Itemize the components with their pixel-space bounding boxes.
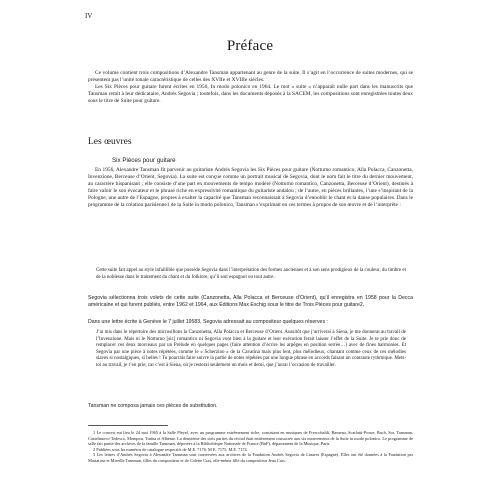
footnote-2: 2 Publiées sous les numéros de catalogue respectifs de M.E. 7176, M.E. 7175, M.E. 7174. [93, 446, 248, 452]
footnote-3: 3 Les lettres d’Andrés Segovia à Alexandre Tansman sont conservées aux archives de la Fondation Andrés Segovia de Linares (Espagne). Elles ont été données à la Fondation par Mariarose et Mireille Tansman, filles du compositeur et de Colette Cras, elle-même fille du compositeur Jean Cras. [88, 452, 413, 463]
intro-section [88, 70, 413, 105]
segovia-selection-text: Segovia sélectionna trois volets de cette suite (Canzonetta, Alla Polacca et Berceuse d’Orient), qu’il enregistra en 1958 pour la Decca américaine et qui furent publiés, entre 1962 et 1964, aux Éditions Max Eschig sous le titre de Trois Pièces pour guitare2. [88, 295, 413, 308]
intro-paragraph-2: Les Six Pièces pour guitare furent écrites en 1956, In modo polonico en 1964. Le mot « suite » n’apparaît nulle part dans les manuscrits que Tansman remit à leur dédicataire, Andrés Segovia ; toutefois, dans les documents déposés à la SACEM, les compositions sont enregistrées toutes deux sous le titre de Suite pour guitare. [88, 84, 413, 105]
closing-paragraph [88, 403, 413, 410]
letter-intro-paragraph [88, 319, 413, 326]
page-number: IV [85, 12, 93, 20]
quote-tansman-text: Cette suite fait appel au style infaillible que possède Segovia dans l’interprétation des formes anciennes et à son sens prodigieux de la couleur, du timbre et de la noblesse dans le traitement du chant et du folklore, qu’il soit espagnol ou tout autre. [96, 268, 406, 280]
oeuvres-paragraph-1: En 1956, Alexandre Tansman fit parvenir au guitariste Andrés Segovia les Six Pièces pour guitare (Notturno romantico, Alla Polacca, Canzonetta, Invenzione, Berceuse d’Orient, Segovia). La suite est conçue comme un portrait musical de Segovia, dont le nom fait le titre du dernier mouvement, au caractère hispanisant ; elle consiste d’une part en mouvements de tempo modéré (Notturno romantico, Canzonetta, Berceuse d’Orient), destinés à faire valoir le son évocateur et le phrasé riche en expressivité romantique du guitariste andalou ; de l’autre, en pièces brillantes, l’une s’inspirant de la Pologne, une autre de l’Espagne, propres à exalter la capacité que Tansman reconnaissait à Segovia d’ennoblir le chant et la danse populaires. Dans le programme de la création parisienne1 de la Suite in modo polonico, Tansman s’exprimait en ces termes à propos de son œuvre et de l’interprète : [88, 167, 413, 209]
footnotes [88, 430, 413, 464]
letter-intro-text: Dans une lettre écrite à Genève le 7 juillet 19583, Segovia adressait au compositeur quelques réserves : [88, 319, 328, 325]
footnote-1: 1 Le concert eut lieu le 24 mai 1965 à la Salle Pleyel, avec un programme extrêmement riche, consistant en musiques de Frescobaldi, Rameau, Scarlatti-Ponce, Bach, Sor, Tansman, Castelnuovo-Tedesco, Mompou, Turina et Albéniz. La deuxième des trois parties du récital était entièrement consacrée aux six mouvements de la Suite in modo polonico. Le programme de salle fait partie des archives de la famille Tansman, déposées à la Bibliothèque Nationale de France (BnF), département de la Musique, Paris. [88, 430, 413, 447]
oeuvres-section [88, 167, 413, 210]
intro-paragraph-1: Ce volume contient trois compositions d’Alexandre Tansman appartenant au genre de la suite. Il s’agit en l’occurrence de suites modernes, qui se présentent pas l’unité tonale caractéristique de celles des XVIIe et XVIIIe siècles. [88, 70, 413, 84]
quote-segovia-letter [96, 330, 406, 369]
footnote-divider [88, 425, 168, 426]
segovia-selection-paragraph [88, 295, 413, 309]
quote-segovia-letter-text: J’ai mis dans le répertoire des microsillons la Canzonetta, Alla Polacca et Berceuse d’Orient. Aussitôt que j’arriverai à Siena, je me donnerai au travail de l’Invenzione. Mais ni le Notturno [sic] romantico ni Segovia vont bien à la guitare et leur exécution ferait laisser l’effet de la Suite. Je te prie donc de remplacer ces deux morceaux par un Prélude en quelques pages (faire attention d’écrire les arpèges en position serrée…) avec de fines harmonies. Et Segovia par une pièce à notes répétées, comme le « Scherzino » de la Cavatina mais plus lent, plus mélodieux, chantant comme ceux de ces mélodies slaves si nostalgiques, si belles ! Tu pourrais faire suivre la partie de notes répétées par une longue phrase en accords faisant un contraste rythmique. Mets-toi au travail, je t’en prie, car c’est à Siena, où je resterai seulement un mois et demi, que j’aurai l’occasion de travailler. [96, 330, 406, 368]
subsection-heading-six-pieces: Six Pièces pour guitare [112, 157, 176, 164]
quote-tansman [96, 268, 406, 281]
page-title: Préface [226, 38, 274, 54]
section-heading-oeuvres: Les œuvres [88, 137, 132, 147]
closing-text: Tansman ne composa jamais ces pièces de substitution. [88, 403, 218, 409]
